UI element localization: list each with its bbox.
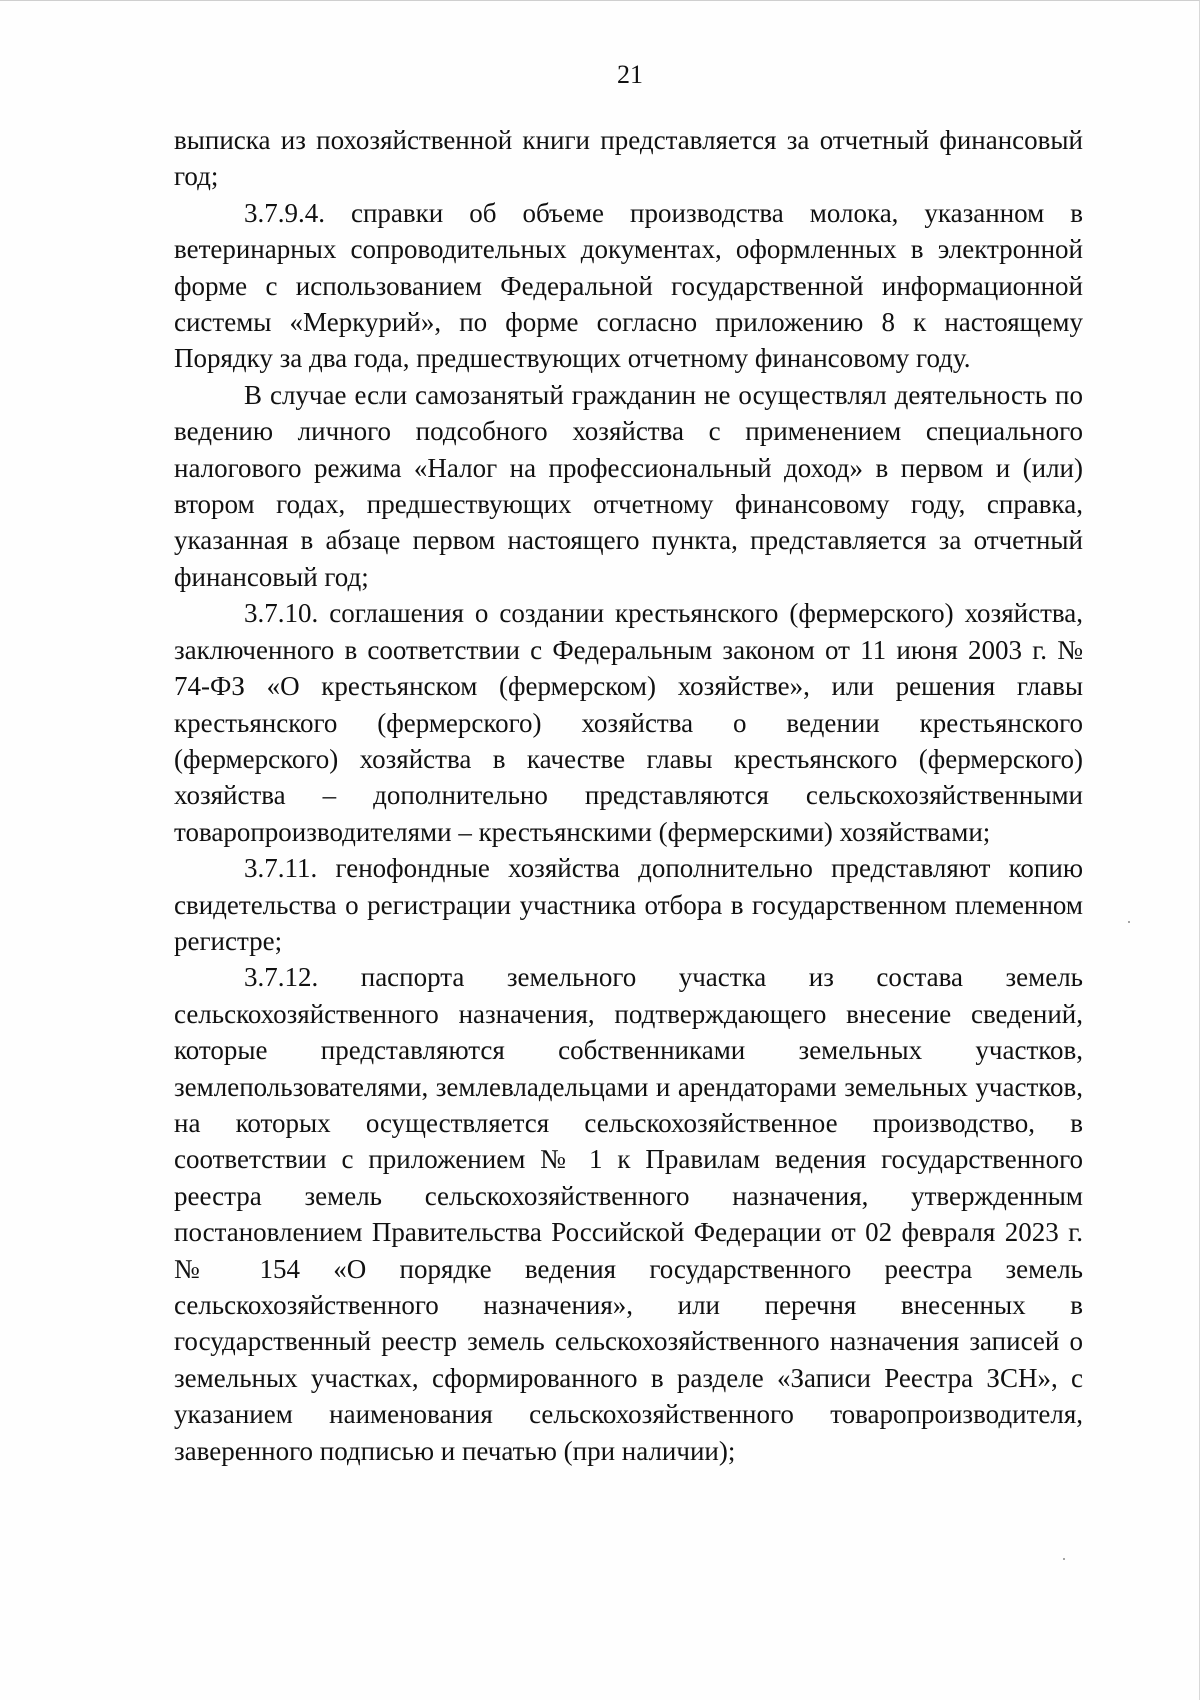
paragraph-self-employed: В случае если самозанятый гражданин не осуществлял деятельность по ведению личного подсобного хозяйства с применением специального налогового режима «Налог на профессиональный доход» в первом и (или) втором годах, предшествующих отчетному финансовому году, справка, указанная в абзаце первом настоящего пункта, представляется за отчетный финансовый год;	[174, 379, 1083, 592]
page-number: 21	[617, 60, 643, 89]
paragraph-3-7-9-4: 3.7.9.4. справки об объеме производства молока, указанном в ветеринарных сопроводительных документах, оформленных в электронной форме с использованием Федеральной государственной информационной системы «Меркурий», по форме согласно приложению 8 к настоящему Порядку за два года, предшествующих отчетному финансовому году.	[174, 197, 1083, 374]
paragraph-3-7-10: 3.7.10. соглашения о создании крестьянского (фермерского) хозяйства, заключенного в соответствии с Федеральным законом от 11 июня 2003 г. № 74-ФЗ «О крестьянском (фермерском) хозяйстве», или решения главы крестьянского (фермерского) хозяйства о ведении крестьянского (фермерского) хозяйства в качестве главы крестьянского (фермерского) хозяйства – дополнительно представляются сельскохозяйственными товаропроизводителями – крестьянскими (фермерскими) хозяйствами;	[174, 598, 1083, 847]
paragraph-3-7-12: 3.7.12. паспорта земельного участка из состава земель сельскохозяйственного назначения, подтверждающего внесение сведений, которые представляются собственниками земельных участков, землепользователями, землевладельцами и арендаторами земельных участков, на которых осуществляется сельскохозяйственное производство, в соответствии с приложением № 1 к Правилам ведения государственного реестра земель сельскохозяйственного назначения, утвержденным постановлением Правительства Российской Федерации от 02 февраля 2023 г. № 154 «О порядке ведения государственного реестра земель сельскохозяйственного назначения», или перечня внесенных в государственный реестр земель сельскохозяйственного назначения записей о земельных участках, сформированного в разделе «Записи Реестра ЗСН», с указанием наименования сельскохозяйственного товаропроизводителя, заверенного подписью и печатью (при наличии);	[174, 962, 1083, 1466]
scan-speck	[1128, 921, 1130, 923]
paragraph-3-7-11: 3.7.11. генофондные хозяйства дополнительно представляют копию свидетельства о регистрации участника отбора в государственном племенном регистре;	[174, 853, 1083, 956]
scan-speck	[1063, 1558, 1065, 1560]
paragraph-continuation: выписка из похозяйственной книги представляется за отчетный финансовый год;	[174, 125, 1083, 192]
document-body	[174, 122, 1083, 1469]
